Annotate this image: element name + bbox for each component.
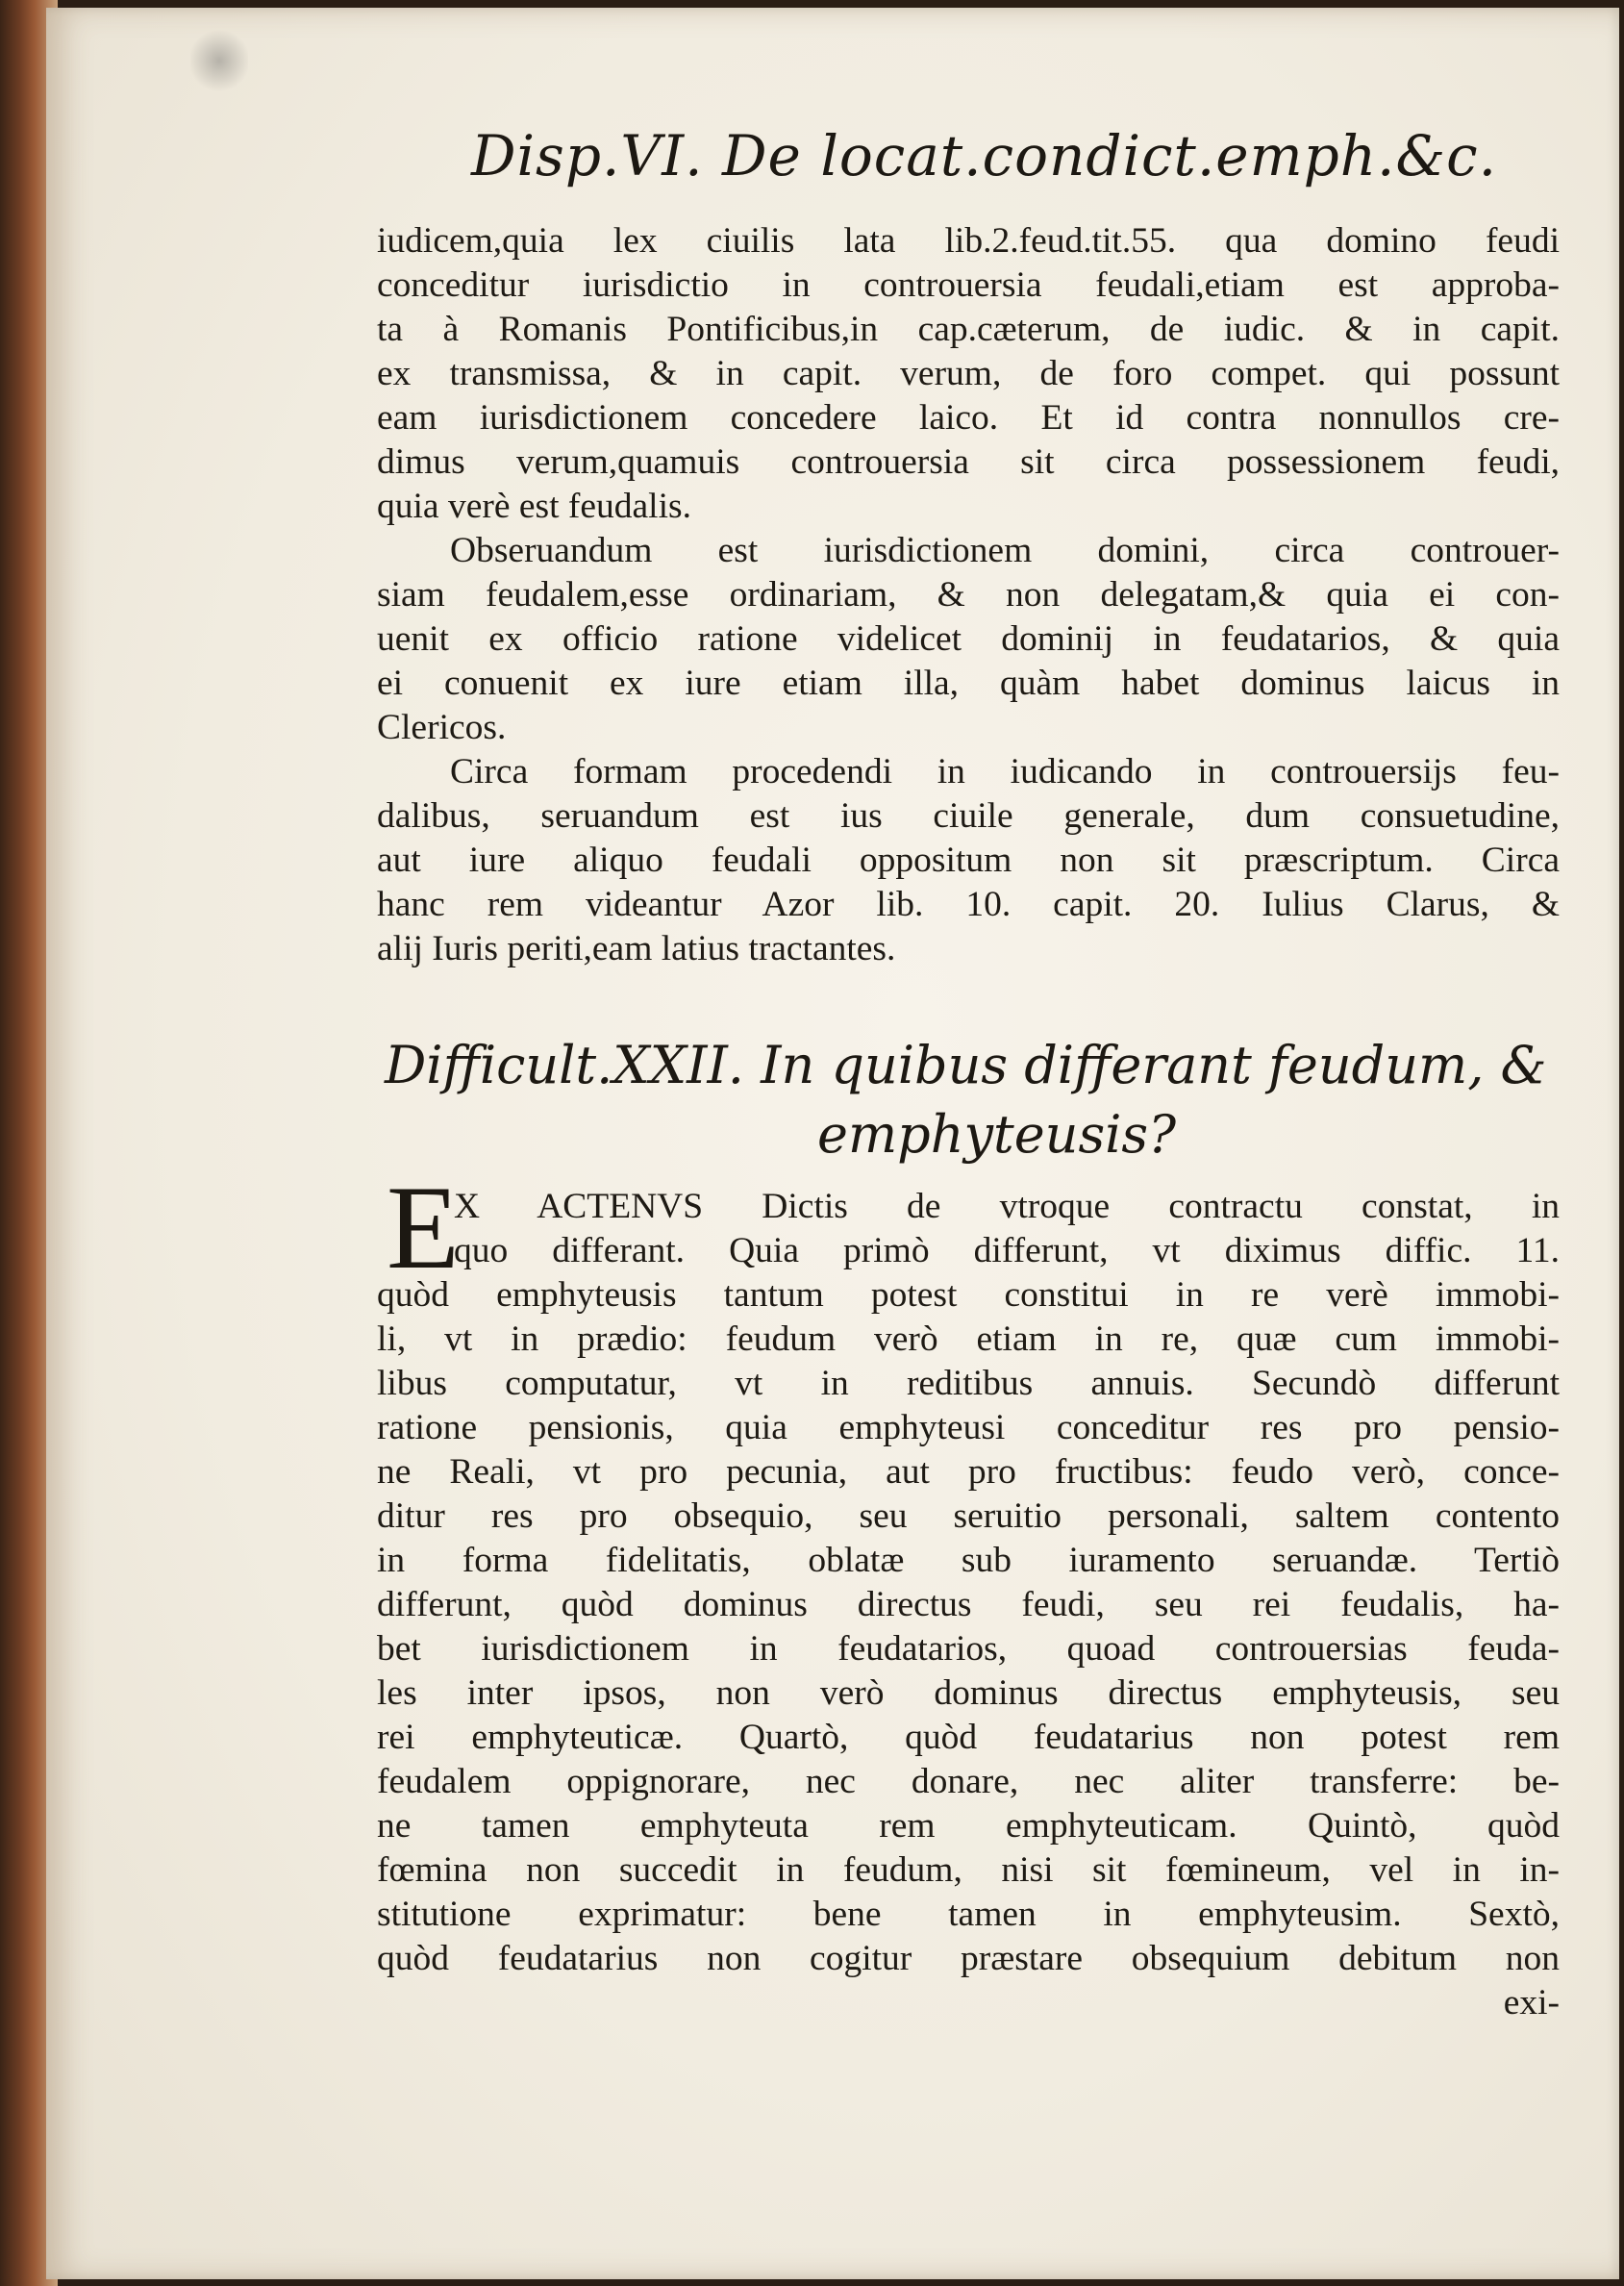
text-line: quòd feudatarius non cogitur præstare obsequium debitum non — [377, 1939, 1560, 1978]
text-line: feudalem oppignorare, nec donare, nec aliter transferre: be- — [377, 1762, 1560, 1801]
text-line: aut iure aliquo feudali oppositum non sit præscriptum. Circa — [377, 841, 1560, 880]
running-head: Disp.VI. De locat.condict.emph.&c. — [471, 123, 1498, 188]
text-line: alij Iuris periti,eam latius tractantes. — [377, 929, 896, 968]
text-line: stitutione exprimatur: bene tamen in emphyteusim. Sextò, — [377, 1895, 1560, 1934]
drop-cap: E — [387, 1162, 460, 1294]
ink-smudge — [190, 27, 248, 94]
text-line: rei emphyteuticæ. Quartò, quòd feudatarius non potest rem — [377, 1718, 1560, 1757]
text-block-lower — [377, 1185, 1560, 2025]
text-line: dimus verum,quamuis controuersia sit circa possessionem feudi, — [377, 442, 1560, 482]
text-line: quòd emphyteusis tantum potest constitui in re verè immobi- — [377, 1275, 1560, 1315]
text-line: uenit ex officio ratione videlicet dominij in feudatarios, & quia — [377, 619, 1560, 659]
text-line: in forma fidelitatis, oblatæ sub iuramento seruandæ. Tertiò — [377, 1541, 1560, 1580]
text-line: ex transmissa, & in capit. verum, de foro compet. qui possunt — [377, 354, 1560, 393]
text-line: iudicem,quia lex ciuilis lata lib.2.feud.tit.55. qua domino feudi — [377, 221, 1560, 261]
text-line: li, vt in prædio: feudum verò etiam in re, quæ cum immobi- — [377, 1319, 1560, 1359]
text-line: hanc rem videantur Azor lib. 10. capit. 20. Iulius Clarus, & — [377, 885, 1560, 924]
text-line: quo differant. Quia primò differunt, vt diximus diffic. 11. — [454, 1231, 1560, 1270]
text-line: libus computatur, vt in reditibus annuis. Secundò differunt — [377, 1364, 1560, 1403]
text-line: ne tamen emphyteuta rem emphyteuticam. Quintò, quòd — [377, 1806, 1560, 1846]
text-line: bet iurisdictionem in feudatarios, quoad controuersias feuda- — [377, 1629, 1560, 1669]
text-line: conceditur iurisdictio in controuersia feudali,etiam est approba- — [377, 265, 1560, 305]
text-line: ta à Romanis Pontificibus,in cap.cæterum, de iudic. & in capit. — [377, 310, 1560, 349]
paragraph-start-line: Circa formam procedendi in iudicando in controuersijs feu- — [450, 752, 1560, 791]
text-line: eam iurisdictionem concedere laico. Et id contra nonnullos cre- — [377, 398, 1560, 438]
text-line: fœmina non succedit in feudum, nisi sit fœmineum, vel in in- — [377, 1850, 1560, 1890]
text-line: ratione pensionis, quia emphyteusi conceditur res pro pensio- — [377, 1408, 1560, 1447]
catchword: exi- — [1503, 1983, 1560, 2022]
section-heading — [385, 1031, 1558, 1169]
text-line: differunt, quòd dominus directus feudi, seu rei feudalis, ha- — [377, 1585, 1560, 1624]
text-line: dalibus, seruandum est ius ciuile generale, dum consuetudine, — [377, 796, 1560, 836]
text-block-upper — [377, 219, 1560, 971]
section-heading-line-2: emphyteusis? — [817, 1104, 1177, 1165]
paragraph-start-line: Obseruandum est iurisdictionem domini, circa controuer- — [450, 531, 1560, 570]
text-line: ne Reali, vt pro pecunia, aut pro fructibus: feudo verò, conce- — [377, 1452, 1560, 1492]
text-line: ei conuenit ex iure etiam illa, quàm habet dominus laicus in — [377, 664, 1560, 703]
section-heading-line-1: Difficult.XXII. In quibus differant feudum, & — [385, 1035, 1547, 1095]
text-line: siam feudalem,esse ordinariam, & non delegatam,& quia ei con- — [377, 575, 1560, 615]
text-line: quia verè est feudalis. — [377, 487, 691, 526]
text-line: ditur res pro obsequio, seu seruitio personali, saltem contento — [377, 1496, 1560, 1536]
text-line: X ACTENVS Dictis de vtroque contractu constat, in — [454, 1187, 1560, 1226]
text-line: les inter ipsos, non verò dominus directus emphyteusis, seu — [377, 1673, 1560, 1713]
text-line: Clericos. — [377, 708, 507, 747]
